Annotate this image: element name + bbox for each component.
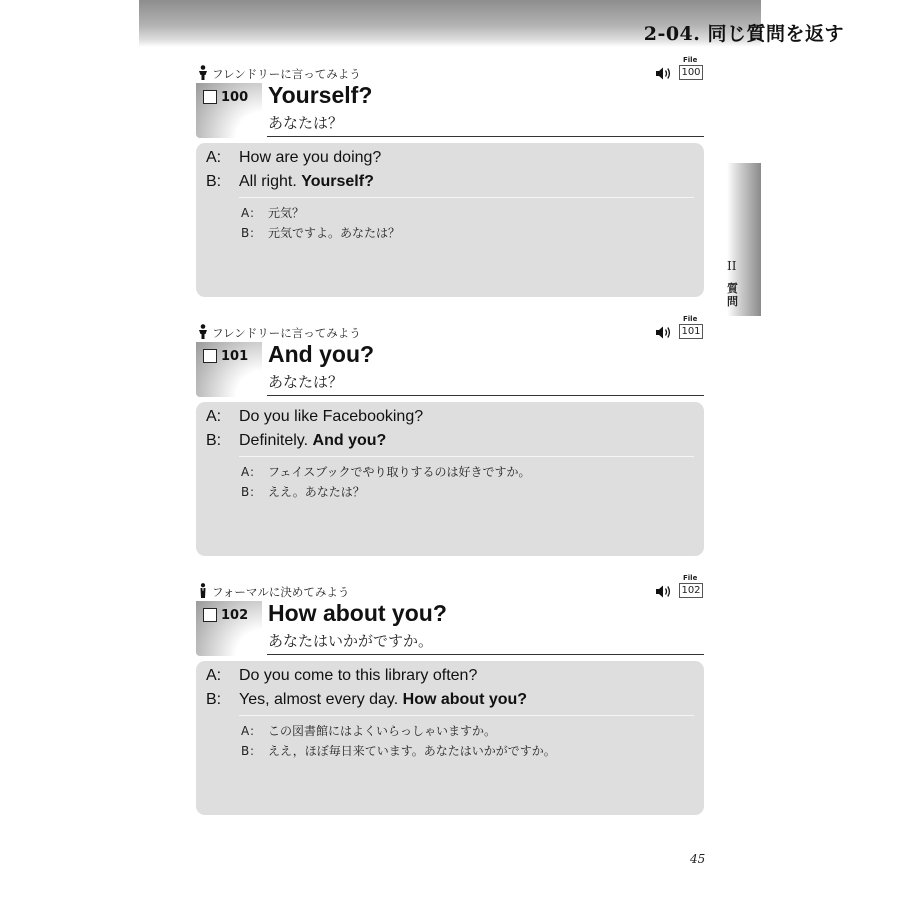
speaker-label: A： <box>241 206 262 220</box>
key-phrase: And you? <box>312 432 387 449</box>
speaker-label: A： <box>241 465 262 479</box>
dialog-line-b <box>206 173 374 191</box>
dialog-line-a <box>206 149 381 167</box>
speaker-label: A: <box>206 667 222 684</box>
translation-text: 元気？ <box>268 206 305 220</box>
translation-line-b <box>241 742 556 759</box>
dialog-text: All right. <box>239 173 302 190</box>
speaker-icon <box>656 585 672 598</box>
translation-text: フェイスブックでやり取りするのは好きですか。 <box>268 465 531 479</box>
dialog-box <box>196 143 704 297</box>
dialog-text: Do you come to this library often? <box>239 667 478 684</box>
speaker-label: B： <box>241 485 262 499</box>
dialog-box <box>196 661 704 815</box>
translation-text: ええ。あなたは？ <box>268 485 365 499</box>
dialog-line-b <box>206 432 386 450</box>
speaker-icon <box>656 67 672 80</box>
phrase-block <box>196 601 704 656</box>
dialog-separator <box>239 715 694 716</box>
side-tab-roman: II <box>727 259 737 273</box>
translation-line-a <box>241 722 496 739</box>
speaker-label: A: <box>206 408 222 425</box>
level-row <box>196 574 704 601</box>
chapter-title: 2-04. 同じ質問を返す <box>643 23 844 45</box>
speaker-label: A: <box>206 149 222 166</box>
translation-text: ええ，ほぼ毎日来ています。あなたはいかがですか。 <box>268 744 556 758</box>
file-label: File <box>683 56 698 64</box>
level-row <box>196 56 704 83</box>
dialog-text: Definitely. <box>239 432 313 449</box>
speaker-icon <box>656 326 672 339</box>
person-formal-icon <box>198 583 208 598</box>
speaker-label: B: <box>206 691 222 708</box>
translation-line-b <box>241 224 400 241</box>
page-number: 45 <box>690 852 706 866</box>
study-checkbox[interactable] <box>203 90 217 104</box>
dialog-line-b <box>206 691 527 709</box>
file-number: 101 <box>679 324 703 339</box>
translation-text: 元気ですよ。あなたは？ <box>268 226 401 240</box>
study-checkbox[interactable] <box>203 349 217 363</box>
translation-line-a <box>241 463 530 480</box>
audio-file-101[interactable] <box>654 315 704 341</box>
file-label: File <box>683 574 698 582</box>
phrase-block <box>196 342 704 397</box>
dialog-line-a <box>206 408 423 426</box>
file-number: 100 <box>679 65 703 80</box>
phrase-number: 100 <box>221 90 249 105</box>
side-tab-label: 質問 <box>727 282 738 308</box>
phrase-japanese: あなたはいかがですか。 <box>268 632 434 650</box>
file-label: File <box>683 315 698 323</box>
phrase-japanese: あなたは？ <box>268 114 344 132</box>
key-phrase: Yourself? <box>301 173 374 190</box>
dialog-text: Yes, almost every day. <box>239 691 403 708</box>
translation-text: この図書館にはよくいらっしゃいますか。 <box>268 724 497 738</box>
translation-line-b <box>241 483 365 500</box>
level-text: フォーマルに決めてみよう <box>212 585 350 599</box>
phrase-number: 102 <box>221 608 249 623</box>
speaker-label: B： <box>241 744 262 758</box>
audio-file-100[interactable] <box>654 56 704 82</box>
speaker-label: B: <box>206 173 222 190</box>
phrase-english: Yourself? <box>268 82 373 108</box>
phrase-underline <box>267 136 704 137</box>
person-casual-icon <box>198 65 208 80</box>
phrase-english: And you? <box>268 341 375 367</box>
phrase-block <box>196 83 704 138</box>
phrase-underline <box>267 654 704 655</box>
study-checkbox[interactable] <box>203 608 217 622</box>
speaker-label: A： <box>241 724 262 738</box>
phrase-english: How about you? <box>268 600 447 626</box>
dialog-separator <box>239 197 694 198</box>
phrase-number: 101 <box>221 349 249 364</box>
level-text: フレンドリーに言ってみよう <box>212 67 361 81</box>
phrase-japanese: あなたは？ <box>268 373 344 391</box>
translation-line-a <box>241 204 304 221</box>
dialog-text: Do you like Facebooking? <box>239 408 424 425</box>
dialog-line-a <box>206 667 477 685</box>
key-phrase: How about you? <box>402 691 528 708</box>
dialog-separator <box>239 456 694 457</box>
file-number: 102 <box>679 583 703 598</box>
audio-file-102[interactable] <box>654 574 704 600</box>
phrase-underline <box>267 395 704 396</box>
dialog-text: How are you doing? <box>239 149 382 166</box>
speaker-label: B： <box>241 226 262 240</box>
level-row <box>196 315 704 342</box>
person-casual-icon <box>198 324 208 339</box>
level-text: フレンドリーに言ってみよう <box>212 326 361 340</box>
speaker-label: B: <box>206 432 222 449</box>
dialog-box <box>196 402 704 556</box>
